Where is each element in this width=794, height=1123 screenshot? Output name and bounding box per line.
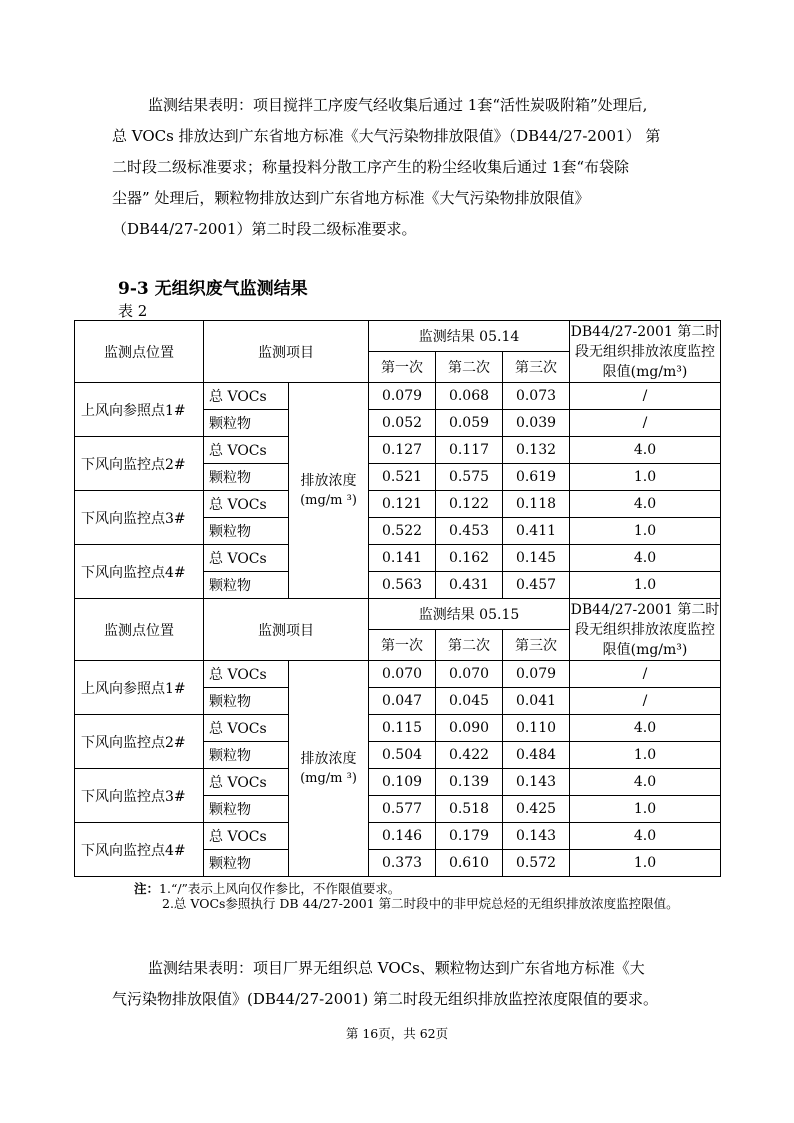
- item-cell: 总 VOCs: [204, 715, 289, 742]
- header-item: 监测项目: [204, 321, 369, 383]
- table-row: [75, 715, 721, 742]
- value-cell: 0.121: [369, 491, 436, 518]
- value-cell: 0.052: [369, 410, 436, 437]
- location-cell: 上风向参照点1#: [75, 383, 204, 437]
- table-row: [75, 491, 721, 518]
- item-cell: 总 VOCs: [204, 437, 289, 464]
- limit-cell: 4.0: [570, 437, 721, 464]
- table-row: [75, 661, 721, 688]
- limit-cell: 1.0: [570, 742, 721, 769]
- item-cell: 总 VOCs: [204, 823, 289, 850]
- conclusion-paragraph: [112, 953, 712, 1015]
- header-standard: DB44/27-2001 第二时段无组织排放浓度监控限值(mg/m³): [570, 321, 721, 383]
- table-row: [75, 769, 721, 796]
- value-cell: 0.115: [369, 715, 436, 742]
- limit-cell: 4.0: [570, 769, 721, 796]
- notes-label: 注：: [134, 881, 160, 896]
- value-cell: 0.577: [369, 796, 436, 823]
- location-cell: 上风向参照点1#: [75, 661, 204, 715]
- table-notes: [134, 881, 714, 911]
- value-cell: 0.522: [369, 518, 436, 545]
- value-cell: 0.141: [369, 545, 436, 572]
- value-cell: 0.422: [436, 742, 503, 769]
- table-header-row: [75, 321, 721, 352]
- header-round: 第一次: [369, 630, 436, 661]
- intro-paragraph: [112, 90, 712, 245]
- intro-line: 二时段二级标准要求；称量投料分散工序产生的粉尘经收集后通过 1套“布袋除: [112, 158, 629, 176]
- item-cell: 总 VOCs: [204, 769, 289, 796]
- value-cell: 0.162: [436, 545, 503, 572]
- unit-label: 排放浓度: [300, 750, 357, 767]
- value-cell: 0.431: [436, 572, 503, 599]
- conclusion-line: 气污染物排放限值》(DB44/27-2001) 第二时段无组织排放监控浓度限值的要求。: [112, 990, 658, 1008]
- value-cell: 0.117: [436, 437, 503, 464]
- location-cell: 下风向监控点4#: [75, 545, 204, 599]
- limit-cell: 1.0: [570, 796, 721, 823]
- limit-cell: 1.0: [570, 464, 721, 491]
- limit-cell: /: [570, 661, 721, 688]
- limit-cell: 4.0: [570, 491, 721, 518]
- limit-cell: /: [570, 383, 721, 410]
- table-row: [75, 383, 721, 410]
- limit-cell: 4.0: [570, 823, 721, 850]
- note-1: 1.“/”表示上风向仅作参比，不作限值要求。: [159, 881, 401, 896]
- intro-line: 尘器” 处理后，颗粒物排放达到广东省地方标准《大气污染物排放限值》: [112, 189, 590, 207]
- item-cell: 颗粒物: [204, 464, 289, 491]
- unit-cell: [289, 661, 369, 877]
- value-cell: 0.073: [503, 383, 570, 410]
- value-cell: 0.070: [369, 661, 436, 688]
- value-cell: 0.079: [369, 383, 436, 410]
- value-cell: 0.041: [503, 688, 570, 715]
- monitoring-table: [74, 320, 721, 877]
- header-round: 第二次: [436, 630, 503, 661]
- limit-cell: 4.0: [570, 715, 721, 742]
- unit-value: (mg/m ³): [300, 770, 357, 786]
- value-cell: 0.563: [369, 572, 436, 599]
- header-round: 第三次: [503, 630, 570, 661]
- item-cell: 颗粒物: [204, 688, 289, 715]
- value-cell: 0.504: [369, 742, 436, 769]
- location-cell: 下风向监控点3#: [75, 769, 204, 823]
- header-item: 监测项目: [204, 599, 369, 661]
- unit-label: 排放浓度: [300, 472, 357, 489]
- header-location: 监测点位置: [75, 321, 204, 383]
- table-header-row: [75, 599, 721, 630]
- value-cell: 0.070: [436, 661, 503, 688]
- value-cell: 0.139: [436, 769, 503, 796]
- conclusion-line: 监测结果表明：项目厂界无组织总 VOCs、颗粒物达到广东省地方标准《大: [148, 959, 645, 977]
- limit-cell: 1.0: [570, 518, 721, 545]
- value-cell: 0.518: [436, 796, 503, 823]
- item-cell: 颗粒物: [204, 796, 289, 823]
- location-cell: 下风向监控点2#: [75, 715, 204, 769]
- header-round: 第一次: [369, 352, 436, 383]
- item-cell: 颗粒物: [204, 410, 289, 437]
- page-footer: 第 16页，共 62页: [345, 1026, 449, 1041]
- limit-cell: /: [570, 688, 721, 715]
- value-cell: 0.143: [503, 769, 570, 796]
- value-cell: 0.179: [436, 823, 503, 850]
- value-cell: 0.146: [369, 823, 436, 850]
- value-cell: 0.411: [503, 518, 570, 545]
- value-cell: 0.110: [503, 715, 570, 742]
- value-cell: 0.047: [369, 688, 436, 715]
- value-cell: 0.045: [436, 688, 503, 715]
- note-2: 2.总 VOCs参照执行 DB 44/27-2001 第二时段中的非甲烷总烃的无组织排放浓度监控限值。: [162, 896, 679, 911]
- header-result-title: 监测结果 05.14: [369, 321, 570, 352]
- value-cell: 0.521: [369, 464, 436, 491]
- value-cell: 0.039: [503, 410, 570, 437]
- value-cell: 0.079: [503, 661, 570, 688]
- value-cell: 0.122: [436, 491, 503, 518]
- value-cell: 0.127: [369, 437, 436, 464]
- value-cell: 0.484: [503, 742, 570, 769]
- item-cell: 总 VOCs: [204, 383, 289, 410]
- limit-cell: 4.0: [570, 545, 721, 572]
- value-cell: 0.145: [503, 545, 570, 572]
- value-cell: 0.425: [503, 796, 570, 823]
- value-cell: 0.373: [369, 850, 436, 877]
- table-row: [75, 823, 721, 850]
- item-cell: 颗粒物: [204, 850, 289, 877]
- location-cell: 下风向监控点4#: [75, 823, 204, 877]
- item-cell: 总 VOCs: [204, 491, 289, 518]
- value-cell: 0.068: [436, 383, 503, 410]
- location-cell: 下风向监控点3#: [75, 491, 204, 545]
- value-cell: 0.143: [503, 823, 570, 850]
- item-cell: 颗粒物: [204, 518, 289, 545]
- header-round: 第二次: [436, 352, 503, 383]
- limit-cell: 1.0: [570, 572, 721, 599]
- intro-line: （DB44/27-2001）第二时段二级标准要求。: [112, 220, 417, 238]
- value-cell: 0.109: [369, 769, 436, 796]
- value-cell: 0.575: [436, 464, 503, 491]
- item-cell: 颗粒物: [204, 572, 289, 599]
- value-cell: 0.619: [503, 464, 570, 491]
- header-location: 监测点位置: [75, 599, 204, 661]
- table-row: [75, 545, 721, 572]
- table-row: [75, 437, 721, 464]
- header-standard: DB44/27-2001 第二时段无组织排放浓度监控限值(mg/m³): [570, 599, 721, 661]
- value-cell: 0.090: [436, 715, 503, 742]
- item-cell: 总 VOCs: [204, 661, 289, 688]
- unit-cell: [289, 383, 369, 599]
- value-cell: 0.453: [436, 518, 503, 545]
- value-cell: 0.059: [436, 410, 503, 437]
- value-cell: 0.457: [503, 572, 570, 599]
- item-cell: 颗粒物: [204, 742, 289, 769]
- item-cell: 总 VOCs: [204, 545, 289, 572]
- section-title: 9-3 无组织废气监测结果: [118, 279, 308, 299]
- limit-cell: /: [570, 410, 721, 437]
- value-cell: 0.118: [503, 491, 570, 518]
- location-cell: 下风向监控点2#: [75, 437, 204, 491]
- table-caption: 表 2: [118, 302, 148, 320]
- intro-line: 总 VOCs 排放达到广东省地方标准《大气污染物排放限值》（DB44/27-2001） 第: [112, 127, 661, 145]
- limit-cell: 1.0: [570, 850, 721, 877]
- value-cell: 0.572: [503, 850, 570, 877]
- value-cell: 0.610: [436, 850, 503, 877]
- header-result-title: 监测结果 05.15: [369, 599, 570, 630]
- unit-value: (mg/m ³): [300, 492, 357, 508]
- value-cell: 0.132: [503, 437, 570, 464]
- intro-line: 监测结果表明：项目搅拌工序废气经收集后通过 1套“活性炭吸附箱”处理后,: [148, 96, 648, 114]
- header-round: 第三次: [503, 352, 570, 383]
